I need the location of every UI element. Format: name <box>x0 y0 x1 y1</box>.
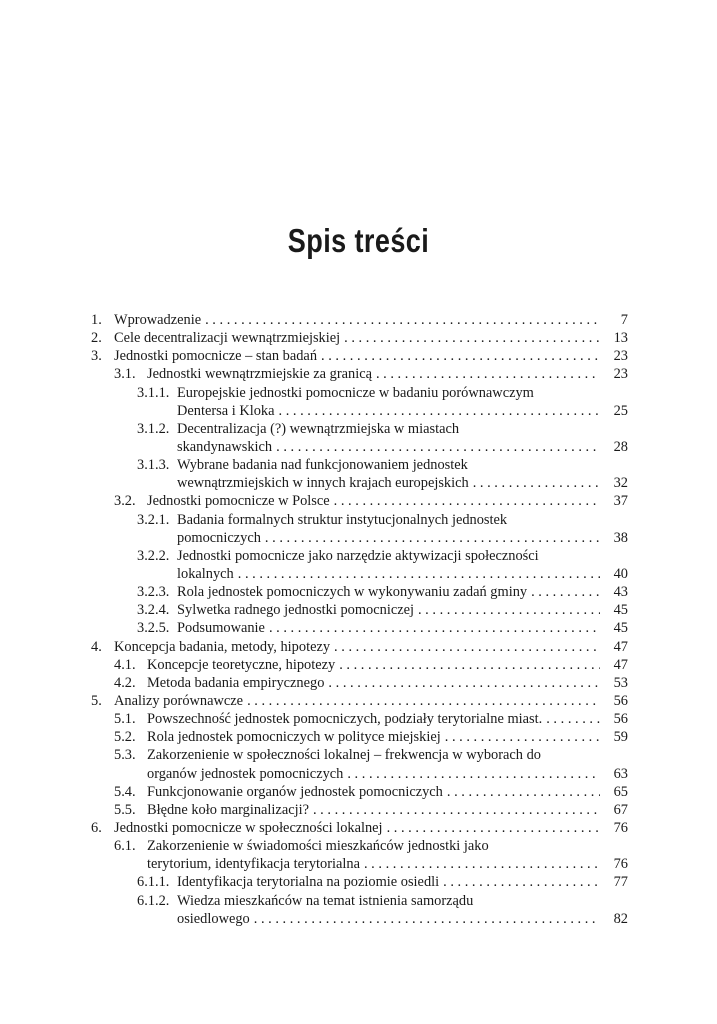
toc-entry-page-number: 56 <box>613 711 628 728</box>
toc-entry-page-number: 82 <box>613 910 628 927</box>
toc-entry <box>91 728 628 746</box>
toc-entry-title: pomocniczych <box>177 529 261 546</box>
dot-leader <box>473 474 600 492</box>
toc-entry-page-number: 45 <box>613 620 628 637</box>
dot-leader <box>347 765 600 783</box>
toc-entry-number: 3.2.5. <box>137 620 170 637</box>
toc-entry-number: 4.1. <box>114 656 136 673</box>
dot-leader <box>254 910 600 928</box>
toc-entry-title: Wprowadzenie <box>114 312 202 328</box>
toc-entry-title: Zakorzenienie w społeczności lokalnej – frekwencja w wyborach do <box>147 747 541 764</box>
toc-entry-title: Cele decentralizacji wewnątrzmiejskiej <box>114 330 341 347</box>
dot-leader <box>238 565 600 583</box>
toc-entry-title: Koncepcja badania, metody, hipotezy <box>114 638 331 655</box>
toc-entry-number: 3.1.2. <box>137 420 170 437</box>
toc-entry-number: 4. <box>91 638 102 655</box>
toc-entry <box>91 547 628 583</box>
toc-entry-title: osiedlowego <box>177 910 250 927</box>
toc-entry-page-number: 13 <box>613 330 628 347</box>
toc-entry-page-number: 76 <box>613 819 628 836</box>
toc-entry-number: 5.2. <box>114 729 136 746</box>
toc-entry-title: Jednostki pomocnicze jako narzędzie aktywizacji społeczności <box>177 547 539 564</box>
toc-entry-page-number: 28 <box>613 438 628 455</box>
toc-entry <box>91 710 628 728</box>
toc-entry <box>91 656 628 674</box>
toc-entry-page-number: 40 <box>613 565 628 582</box>
toc-entry-number: 3.1. <box>114 366 136 383</box>
toc-entry-number: 1. <box>91 312 102 328</box>
toc-entry-page-number: 7 <box>620 312 628 328</box>
toc-entry-title: Jednostki pomocnicze w Polsce <box>147 493 330 510</box>
toc-entry-title: Zakorzenienie w świadomości mieszkańców jednostki jako <box>147 838 489 855</box>
dot-leader <box>546 710 600 728</box>
toc-entry-page-number: 23 <box>613 348 628 365</box>
toc-entry <box>91 837 628 873</box>
toc-entry <box>91 384 628 420</box>
toc-entry-page-number: 76 <box>613 856 628 873</box>
toc-entry <box>91 456 628 492</box>
toc-entry <box>91 638 628 656</box>
toc-entry <box>91 674 628 692</box>
toc-entry-number: 5.5. <box>114 801 136 818</box>
toc-entry-title: Metoda badania empirycznego <box>147 674 325 691</box>
dot-leader <box>321 347 600 365</box>
toc-entry <box>91 365 628 383</box>
toc-entry-title: terytorium, identyfikacja terytorialna <box>147 856 360 873</box>
toc-entry-title: Wiedza mieszkańców na temat istnienia samorządu <box>177 892 474 909</box>
toc-entry-title: lokalnych <box>177 565 234 582</box>
dot-leader <box>265 529 600 547</box>
toc-entry <box>91 873 628 891</box>
dot-leader <box>247 692 600 710</box>
toc-entry-number: 3. <box>91 348 102 365</box>
toc-entry-title: Identyfikacja terytorialna na poziomie osiedli <box>177 874 440 891</box>
toc-entry-number: 3.2.2. <box>137 547 170 564</box>
dot-leader <box>531 583 600 601</box>
toc-entry-title: Rola jednostek pomocniczych w polityce miejskiej <box>147 729 441 746</box>
dot-leader <box>344 329 600 347</box>
toc-entry-page-number: 37 <box>613 493 628 510</box>
toc-entry-title: Badania formalnych struktur instytucjonalnych jednostek <box>177 511 508 528</box>
toc-entry-number: 3.1.1. <box>137 384 170 401</box>
toc-entry-number: 6. <box>91 819 102 836</box>
dot-leader <box>205 311 600 329</box>
toc-entry-title: Analizy porównawcze <box>114 692 244 709</box>
toc-entry <box>91 746 628 782</box>
toc-entry-page-number: 56 <box>613 692 628 709</box>
toc-entry-page-number: 25 <box>613 402 628 419</box>
dot-leader <box>445 728 600 746</box>
toc-entry <box>91 692 628 710</box>
toc-entry-page-number: 38 <box>613 529 628 546</box>
toc-entry-number: 6.1.1. <box>137 874 170 891</box>
dot-leader <box>328 674 600 692</box>
toc-entry-page-number: 47 <box>613 656 628 673</box>
toc-entry-number: 6.1.2. <box>137 892 170 909</box>
dot-leader <box>334 638 600 656</box>
toc-entry-page-number: 77 <box>613 874 628 891</box>
toc-entry-title: Wybrane badania nad funkcjonowaniem jednostek <box>177 457 468 474</box>
toc-entry-page-number: 65 <box>613 783 628 800</box>
toc-entry-number: 5. <box>91 692 102 709</box>
toc-entry <box>91 819 628 837</box>
toc-entry-page-number: 32 <box>613 475 628 492</box>
dot-leader <box>313 801 600 819</box>
toc-entry-number: 3.1.3. <box>137 457 170 474</box>
toc-entry <box>91 311 628 329</box>
toc-entry-number: 3.2.3. <box>137 584 170 601</box>
toc-entry-page-number: 23 <box>613 366 628 383</box>
toc-entry-number: 3.2. <box>114 493 136 510</box>
toc-entry-title: Sylwetka radnego jednostki pomocniczej <box>177 602 414 619</box>
dot-leader <box>276 438 600 456</box>
dot-leader <box>279 402 600 420</box>
dot-leader <box>339 656 600 674</box>
dot-leader <box>364 855 600 873</box>
toc-entry-page-number: 63 <box>613 765 628 782</box>
dot-leader <box>418 601 600 619</box>
dot-leader <box>443 873 600 891</box>
toc-entry-number: 5.3. <box>114 747 136 764</box>
toc-entry-title: organów jednostek pomocniczych <box>147 765 344 782</box>
toc-entry <box>91 619 628 637</box>
toc-entry <box>91 892 628 928</box>
toc-entry-title: Europejskie jednostki pomocnicze w badaniu porównawczym <box>177 384 534 401</box>
toc-entry-title: Jednostki pomocnicze w społeczności lokalnej <box>114 819 383 836</box>
toc-entry-number: 3.2.1. <box>137 511 170 528</box>
toc-entry <box>91 783 628 801</box>
toc-entry-title: Rola jednostek pomocniczych w wykonywaniu zadań gminy <box>177 584 528 601</box>
toc-entry-title: Jednostki pomocnicze – stan badań <box>114 348 318 365</box>
toc-entry <box>91 601 628 619</box>
toc-entry-title: Koncepcje teoretyczne, hipotezy <box>147 656 336 673</box>
toc-entry-number: 5.1. <box>114 711 136 728</box>
toc-entry <box>91 511 628 547</box>
toc-entry-title: Dentersa i Kloka <box>177 402 275 419</box>
toc-entry-page-number: 45 <box>613 602 628 619</box>
toc-entry-title: Jednostki wewnątrzmiejskie za granicą <box>147 366 372 383</box>
toc-entry <box>91 420 628 456</box>
toc-entry <box>91 492 628 510</box>
toc-entry-title: skandynawskich <box>177 438 273 455</box>
dot-leader <box>387 819 600 837</box>
toc-entry <box>91 801 628 819</box>
toc-entry-page-number: 59 <box>613 729 628 746</box>
toc-entry-number: 2. <box>91 330 102 347</box>
toc-entry-page-number: 67 <box>613 801 628 818</box>
page-title: Spis treści <box>287 222 430 259</box>
toc-entry-title: Powszechność jednostek pomocniczych, podziały terytorialne miast. <box>147 711 543 728</box>
dot-leader <box>269 619 600 637</box>
toc-entry-number: 6.1. <box>114 838 136 855</box>
toc-entry-number: 5.4. <box>114 783 136 800</box>
toc-entry-title: Podsumowanie <box>177 620 265 637</box>
toc-entry <box>91 329 628 347</box>
toc-entry-page-number: 47 <box>613 638 628 655</box>
toc-entry-number: 3.2.4. <box>137 602 170 619</box>
toc-entry-page-number: 43 <box>613 584 628 601</box>
toc-entry <box>91 583 628 601</box>
table-of-contents <box>91 311 628 928</box>
dot-leader <box>334 492 600 510</box>
dot-leader <box>447 783 600 801</box>
toc-entry-number: 4.2. <box>114 674 136 691</box>
toc-entry-title: Decentralizacja (?) wewnątrzmiejska w miastach <box>177 420 460 437</box>
dot-leader <box>376 365 600 383</box>
toc-entry-page-number: 53 <box>613 674 628 691</box>
toc-entry-title: wewnątrzmiejskich w innych krajach europejskich <box>177 475 469 492</box>
toc-entry-title: Funkcjonowanie organów jednostek pomocniczych <box>147 783 443 800</box>
toc-entry <box>91 347 628 365</box>
toc-entry-title: Błędne koło marginalizacji? <box>147 801 309 818</box>
